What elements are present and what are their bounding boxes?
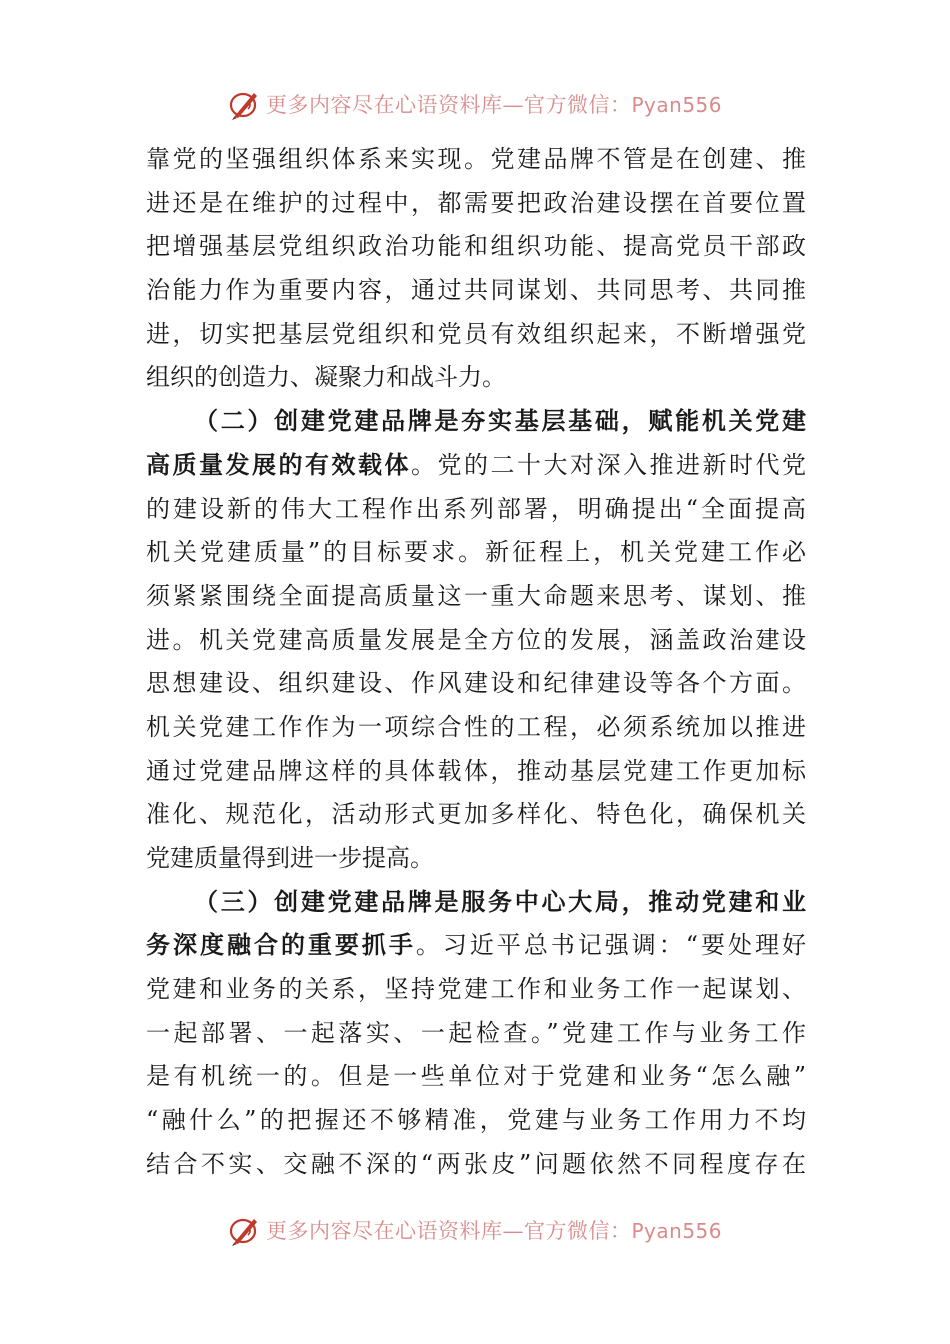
body-text: 思想建设、组织建设、作风建设和纪律建设等各个方面。	[146, 669, 806, 698]
text-line	[146, 619, 806, 663]
header-watermark	[0, 84, 950, 124]
text-line	[146, 1099, 806, 1143]
watermark-account: Pyan556	[631, 93, 722, 117]
footer-watermark	[0, 1210, 950, 1250]
bold-heading-text: （二）创建党建品牌是夯实基层基础，赋能机关党建	[194, 407, 806, 436]
text-line	[146, 356, 806, 400]
text-line	[146, 313, 806, 357]
text-line	[146, 793, 806, 837]
text-line	[146, 968, 806, 1012]
bold-heading-text: 务深度融合的重要抓手	[146, 931, 416, 960]
body-text: 须紧紧围绕全面提高质量这一重大命题来思考、谋划、推	[146, 581, 806, 610]
body-text: 靠党的坚强组织体系来实现。党建品牌不管是在创建、推	[146, 145, 806, 173]
body-text: 。习近平总书记强调：“要处理好	[415, 931, 806, 960]
pen-circle-logo-icon	[228, 87, 262, 121]
bold-heading-text: 高质量发展的有效载体	[146, 450, 411, 479]
text-line	[146, 269, 806, 313]
body-text: 治能力作为重要内容，通过共同谋划、共同思考、共同推	[146, 276, 806, 305]
body-text: 一起部署、一起落实、一起检查。”党建工作与业务工作	[146, 1018, 806, 1047]
pen-circle-logo-icon	[228, 1213, 262, 1247]
text-line	[146, 400, 806, 444]
body-text: “融什么”的把握还不够精准，党建与业务工作用力不均	[146, 1106, 806, 1135]
body-text: 进。机关党建高质量发展是全方位的发展，涵盖政治建设	[146, 625, 806, 654]
text-line	[146, 488, 806, 532]
body-text: 准化、规范化，活动形式更加多样化、特色化，确保机关	[146, 800, 806, 829]
text-line	[146, 706, 806, 750]
text-line	[146, 182, 806, 226]
text-line	[146, 924, 806, 968]
watermark-account: Pyan556	[631, 1219, 722, 1243]
watermark-text: 更多内容尽在心语资料库—官方微信：Pyan556	[265, 93, 722, 117]
body-text: 是有机统一的。但是一些单位对于党建和业务“怎么融”	[146, 1062, 806, 1091]
body-text: 进还是在维护的过程中，都需要把政治建设摆在首要位置	[146, 188, 806, 217]
text-line	[146, 225, 806, 269]
text-line	[146, 575, 806, 619]
body-text: 党建和业务的关系，坚持党建工作和业务工作一起谋划、	[146, 975, 806, 1004]
text-line	[146, 881, 806, 925]
text-line	[146, 837, 806, 881]
body-text: 把增强基层党组织政治功能和组织功能、提高党员干部政	[146, 232, 806, 261]
text-line	[146, 1143, 806, 1187]
body-text: 机关党建工作作为一项综合性的工程，必须系统加以推进	[146, 712, 806, 741]
body-text: 的建设新的伟大工程作出系列部署，明确提出“全面提高	[146, 494, 806, 523]
text-line	[146, 531, 806, 575]
text-line	[146, 1012, 806, 1056]
text-line	[146, 662, 806, 706]
body-text: 通过党建品牌这样的具体载体，推动基层党建工作更加标	[146, 756, 806, 785]
body-text: 结合不实、交融不深的“两张皮”问题依然不同程度存在	[146, 1149, 806, 1178]
text-line	[146, 138, 806, 182]
bold-heading-text: （三）创建党建品牌是服务中心大局，推动党建和业	[194, 887, 806, 916]
text-line	[146, 444, 806, 488]
body-text: 进，切实把基层党组织和党员有效组织起来，不断增强党	[146, 319, 806, 348]
text-line	[146, 750, 806, 794]
body-text: 党建质量得到进一步提高。	[146, 844, 434, 872]
body-text: 机关党建质量”的目标要求。新征程上，机关党建工作必	[146, 538, 806, 567]
document-body	[146, 138, 806, 1187]
body-text: 组织的创造力、凝聚力和战斗力。	[146, 363, 506, 392]
watermark-text: 更多内容尽在心语资料库—官方微信：Pyan556	[265, 1219, 722, 1243]
text-line	[146, 1055, 806, 1099]
body-text: 。党的二十大对深入推进新时代党	[411, 450, 806, 479]
